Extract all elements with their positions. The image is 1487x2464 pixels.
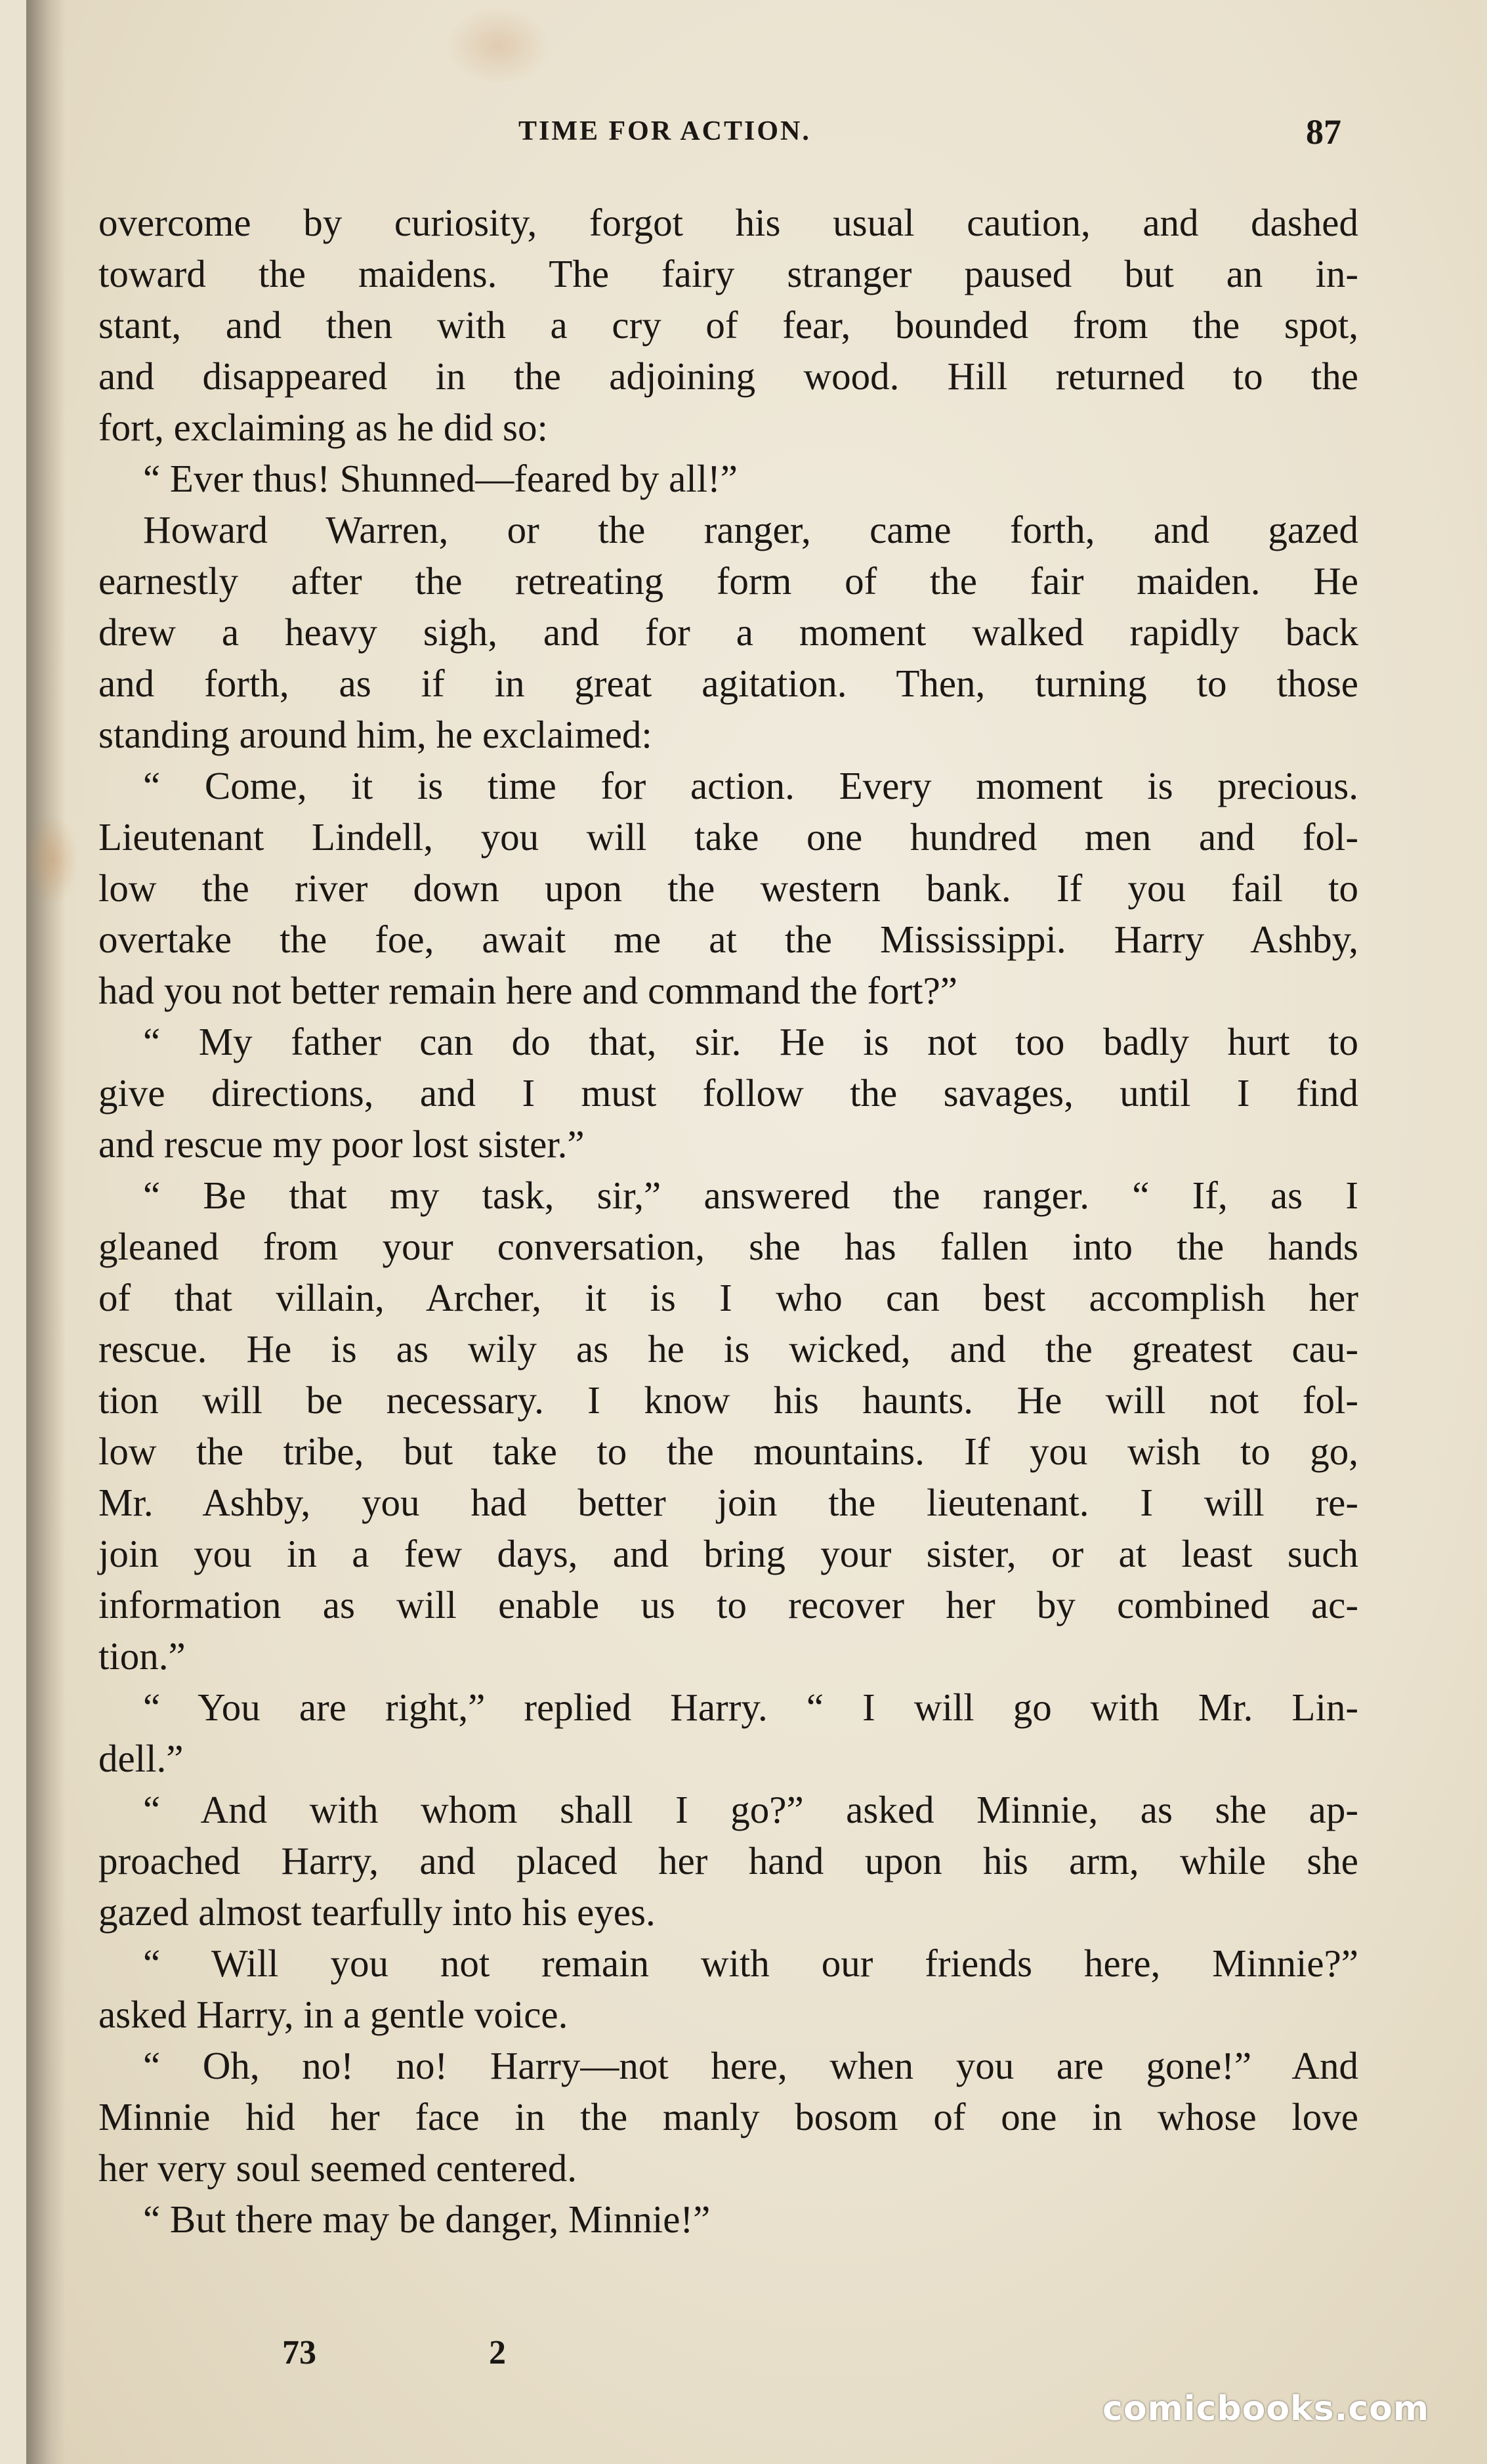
text-line: “ Be that my task, sir,” answered the ranger. “ If, as I xyxy=(143,1174,1358,1217)
text-line: “ You are right,” replied Harry. “ I will go with Mr. Lin- xyxy=(143,1686,1358,1729)
text-line: gleaned from your conversation, she has fallen into the hands xyxy=(98,1225,1358,1268)
text-line: low the river down upon the western bank. If you fail to xyxy=(98,866,1358,910)
text-line: “ Oh, no! no! Harry—not here, when you are gone!” And xyxy=(143,2044,1358,2087)
text-line: join you in a few days, and bring your sister, or at least such xyxy=(98,1532,1358,1575)
text-line: tion.” xyxy=(98,1634,186,1678)
text-line: toward the maidens. The fairy stranger paused but an in- xyxy=(98,252,1358,295)
paper-stain xyxy=(446,7,551,85)
text-line: low the tribe, but take to the mountains. If you wish to go, xyxy=(98,1430,1358,1473)
text-line: information as will enable us to recover her by combined ac- xyxy=(98,1583,1358,1626)
text-line: her very soul seemed centered. xyxy=(98,2146,577,2190)
text-line: standing around him, he exclaimed: xyxy=(98,713,652,756)
page-footer xyxy=(0,2333,1487,2386)
text-line: gazed almost tearfully into his eyes. xyxy=(98,1890,656,1934)
text-line: give directions, and I must follow the savages, until I find xyxy=(98,1071,1358,1115)
text-line: “ My father can do that, sir. He is not too badly hurt to xyxy=(143,1020,1358,1063)
signature-mark: 73 xyxy=(282,2334,316,2371)
text-line: “ And with whom shall I go?” asked Minnie, as she ap- xyxy=(143,1788,1358,1831)
text-line: rescue. He is as wily as he is wicked, and the greatest cau- xyxy=(98,1327,1358,1370)
text-line: drew a heavy sigh, and for a moment walked rapidly back xyxy=(98,610,1358,654)
text-line: “ Will you not remain with our friends here, Minnie?” xyxy=(143,1942,1358,1985)
text-line: fort, exclaiming as he did so: xyxy=(98,406,548,449)
text-line: tion will be necessary. I know his haunts. He will not fol- xyxy=(98,1378,1358,1422)
text-line: Lieutenant Lindell, you will take one hundred men and fol- xyxy=(98,815,1358,859)
signature-number: 2 xyxy=(489,2334,506,2371)
text-line: had you not better remain here and command the fort?” xyxy=(98,969,957,1012)
text-line: “ Come, it is time for action. Every moment is precious. xyxy=(143,764,1358,807)
text-line: Minnie hid her face in the manly bosom of one in whose love xyxy=(98,2095,1358,2138)
text-line: and disappeared in the adjoining wood. Hill returned to the xyxy=(98,354,1358,398)
running-title: TIME FOR ACTION. xyxy=(518,116,811,146)
text-line: proached Harry, and placed her hand upon his arm, while she xyxy=(98,1839,1358,1882)
text-line: and rescue my poor lost sister.” xyxy=(98,1122,585,1166)
text-line: Howard Warren, or the ranger, came forth, and gazed xyxy=(143,508,1358,551)
text-line: “ But there may be danger, Minnie!” xyxy=(143,2198,711,2241)
text-line: dell.” xyxy=(98,1737,184,1780)
text-line: overcome by curiosity, forgot his usual caution, and dashed xyxy=(98,201,1358,244)
paper-stain xyxy=(26,814,79,906)
text-line: “ Ever thus! Shunned—feared by all!” xyxy=(143,457,738,500)
text-line: earnestly after the retreating form of the fair maiden. He xyxy=(98,559,1358,603)
spine-shadow xyxy=(26,0,66,2464)
body-text xyxy=(98,197,1358,2245)
text-line: Mr. Ashby, you had better join the lieutenant. I will re- xyxy=(98,1481,1358,1524)
watermark: comicbooks.com xyxy=(1102,2389,1430,2429)
text-line: asked Harry, in a gentle voice. xyxy=(98,1993,568,2036)
page-number: 87 xyxy=(1306,112,1341,152)
text-line: of that villain, Archer, it is I who can best accomplish her xyxy=(98,1276,1358,1319)
running-head xyxy=(0,112,1487,158)
text-line: stant, and then with a cry of fear, bounded from the spot, xyxy=(98,303,1358,347)
text-line: and forth, as if in great agitation. Then, turning to those xyxy=(98,662,1358,705)
text-line: overtake the foe, await me at the Mississippi. Harry Ashby, xyxy=(98,918,1358,961)
